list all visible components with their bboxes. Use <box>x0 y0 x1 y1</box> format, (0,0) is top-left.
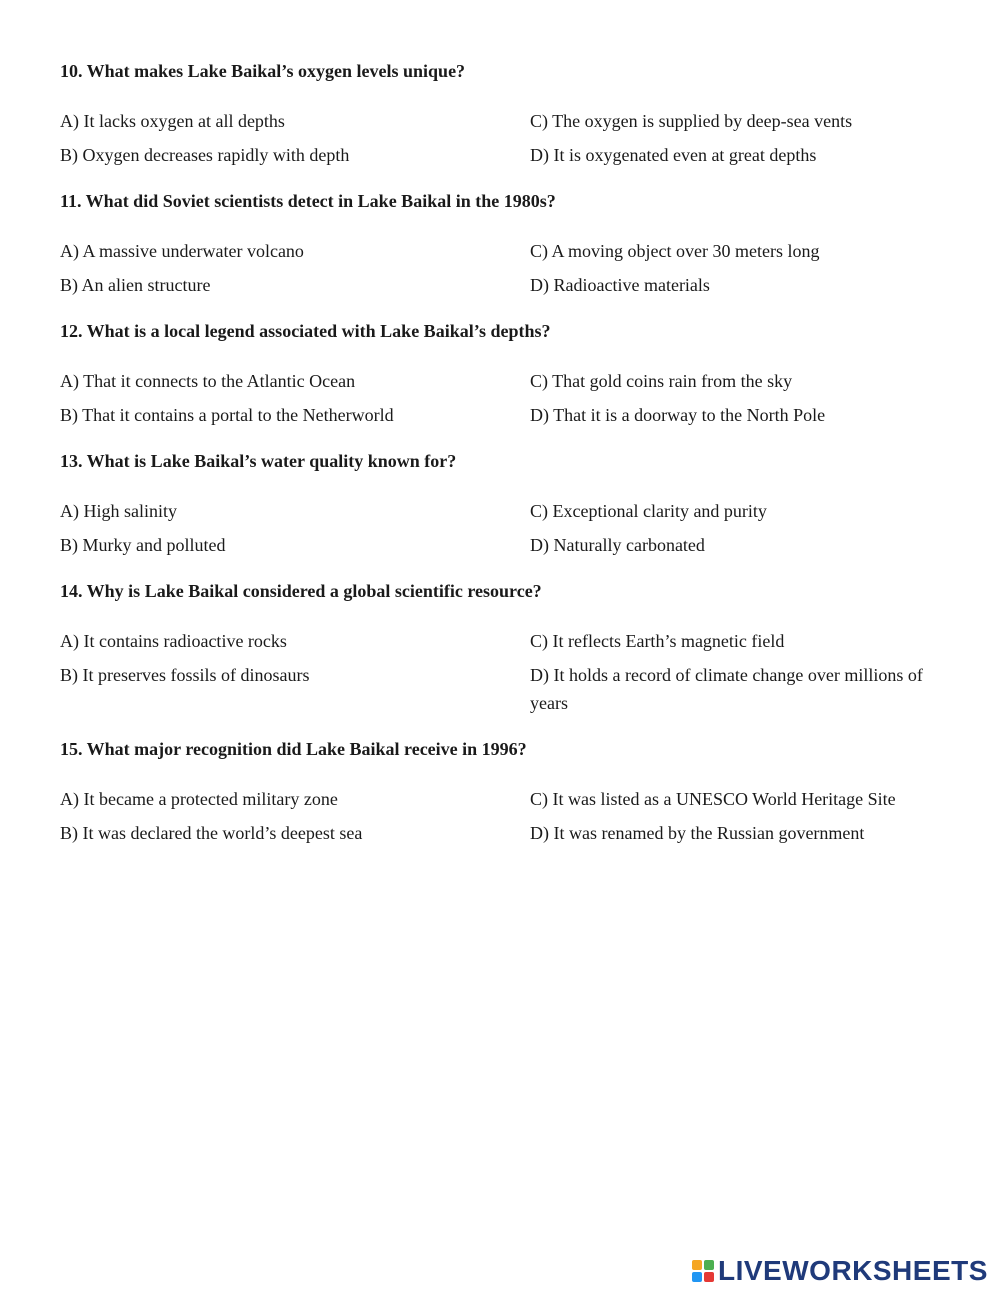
option-a: A) It became a protected military zone <box>60 789 338 809</box>
options-grid <box>60 785 950 847</box>
question-title: 12. What is a local legend associated with Lake Baikal’s depths? <box>60 321 551 341</box>
option-d: D) It was renamed by the Russian government <box>530 823 865 843</box>
option-c: C) The oxygen is supplied by deep-sea vents <box>530 111 853 131</box>
option-b: B) That it contains a portal to the Netherworld <box>60 405 394 425</box>
options-grid <box>60 627 950 717</box>
option-b: B) Oxygen decreases rapidly with depth <box>60 145 350 165</box>
question-10 <box>60 57 950 169</box>
question-title: 10. What makes Lake Baikal’s oxygen levels unique? <box>60 61 466 81</box>
option-c: C) It was listed as a UNESCO World Heritage Site <box>530 789 896 809</box>
options-grid <box>60 497 950 559</box>
option-b: B) It was declared the world’s deepest sea <box>60 823 363 843</box>
logo-square-icon <box>704 1260 714 1270</box>
question-12 <box>60 317 950 429</box>
question-13 <box>60 447 950 559</box>
option-d: D) It holds a record of climate change over millions of years <box>530 665 923 713</box>
liveworksheets-icon <box>692 1260 714 1282</box>
question-title: 11. What did Soviet scientists detect in Lake Baikal in the 1980s? <box>60 191 556 211</box>
question-title: 14. Why is Lake Baikal considered a global scientific resource? <box>60 581 542 601</box>
logo-square-icon <box>692 1260 702 1270</box>
option-a: A) It contains radioactive rocks <box>60 631 287 651</box>
option-c: C) That gold coins rain from the sky <box>530 371 793 391</box>
option-d: D) Radioactive materials <box>530 275 710 295</box>
options-grid <box>60 367 950 429</box>
option-d: D) That it is a doorway to the North Pole <box>530 405 826 425</box>
question-15 <box>60 735 950 847</box>
option-a: A) It lacks oxygen at all depths <box>60 111 285 131</box>
logo-text: LIVEWORKSHEETS <box>718 1255 988 1286</box>
option-d: D) It is oxygenated even at great depths <box>530 145 817 165</box>
question-title: 15. What major recognition did Lake Baikal receive in 1996? <box>60 739 527 759</box>
option-c: C) Exceptional clarity and purity <box>530 501 767 521</box>
option-b: B) An alien structure <box>60 275 211 295</box>
logo-square-icon <box>692 1272 702 1282</box>
option-a: A) That it connects to the Atlantic Ocean <box>60 371 356 391</box>
option-c: C) It reflects Earth’s magnetic field <box>530 631 785 651</box>
question-14 <box>60 577 950 717</box>
question-title: 13. What is Lake Baikal’s water quality known for? <box>60 451 457 471</box>
question-11 <box>60 187 950 299</box>
liveworksheets-logo <box>692 1256 988 1286</box>
options-grid <box>60 107 950 169</box>
option-d: D) Naturally carbonated <box>530 535 705 555</box>
option-a: A) A massive underwater volcano <box>60 241 304 261</box>
option-a: A) High salinity <box>60 501 177 521</box>
option-b: B) Murky and polluted <box>60 535 226 555</box>
option-b: B) It preserves fossils of dinosaurs <box>60 665 310 685</box>
worksheet <box>60 57 950 865</box>
options-grid <box>60 237 950 299</box>
logo-square-icon <box>704 1272 714 1282</box>
option-c: C) A moving object over 30 meters long <box>530 241 820 261</box>
